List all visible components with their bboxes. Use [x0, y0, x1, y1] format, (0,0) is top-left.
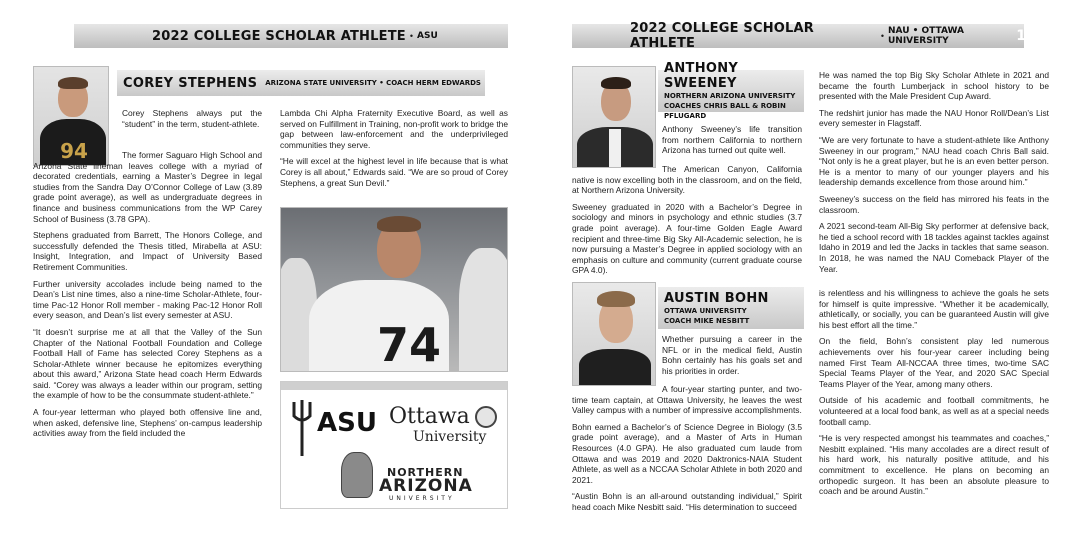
austin-bohn-portrait	[572, 282, 656, 386]
athlete-affiliation: ARIZONA STATE UNIVERSITY • COACH HERM EDWARDS	[265, 79, 481, 87]
portrait-shirt	[609, 129, 621, 168]
portrait-hair	[601, 77, 631, 89]
logo-strip	[281, 382, 507, 390]
paragraph: “It doesn’t surprise me at all that the Valley of the Sun Chapter of the National Football Foundation and College Football Hall of Fame has selected Corey Stephens as a Scholar-Athlete winner because he epitomizes everything about this award,” Arizona State head coach Herm Edwards said. “Corey was always a leader within our program, setting the example of how to be the consummate student-athlete.”	[33, 326, 262, 401]
sweeney-column-1	[572, 164, 802, 282]
bohn-column-1	[572, 384, 802, 519]
athlete-name-bar	[117, 70, 485, 96]
paragraph: Lambda Chi Alpha Fraternity Executive Board, as well as served on Fulfillment in Training, non-profit work to bridge the gap between law-enforcement and the underprivileged communities they serve.	[280, 108, 508, 150]
portrait-hair	[597, 291, 635, 307]
paragraph: “We are very fortunate to have a student-athlete like Anthony Sweeney in our program,” NAU head coach Chris Ball said. “Not only is he a great player, but he is an even better person. He is a mentor to many of our younger players and his leadership demands excellence from those around him.”	[819, 134, 1049, 188]
player-bg-right	[459, 248, 508, 372]
nau-logo-main: ARIZONA	[379, 476, 473, 496]
paragraph: The former Saguaro High School and Arizona State lineman leaves college with a myriad of decorated credentials, earning a Master’s Degree in legal studies from the Sandra Day O’Connor College of Law (3.89 grade point average), as well as undergraduate degrees in finance and business communications from the WP Carey School of Business (3.78 GPA).	[33, 150, 262, 224]
athlete-name: AUSTIN BOHN	[664, 290, 769, 306]
page-number: 12	[44, 28, 64, 44]
right-page	[540, 0, 1080, 540]
paragraph: Bohn earned a Bachelor’s of Science Degree in Biology (3.5 grade point average), and a Master of Arts in Human Resources (4.0 GPA). He also graduated cum laude from Ottawa and was 2019 and 2020 Daktronics-NAIA Student Athlete, as well as a NCCAA Scholar Athlete in both 2020 and 2021.	[572, 421, 802, 485]
paragraph: Outside of his academic and football commitments, he volunteered at a local food bank, as well as at a special needs football camp.	[819, 395, 1049, 427]
athlete-coaches: COACHES CHRIS BALL & ROBIN PFLUGARD	[664, 102, 786, 120]
athlete-name-bar	[658, 287, 804, 329]
page-number: 13	[1016, 28, 1036, 44]
athlete-school: OTTAWA UNIVERSITY	[664, 306, 747, 315]
paragraph: The American Canyon, California native is now excelling both in the classroom, and on the field, at Northern Arizona University.	[572, 164, 802, 196]
page-header	[572, 21, 1024, 51]
paragraph: “He is very respected amongst his teammates and coaches,” Nesbitt explained. “His many accolades are a direct result of his hard work, his naturally positive attitude, and his commitment to excellence. He plans on becoming an orthopedic surgeon. It has been an absolute pleasure to coach and be around Austin.”	[819, 433, 1049, 497]
corey-stephens-action-photo	[280, 207, 508, 372]
bohn-intro	[662, 334, 802, 382]
bohn-column-2	[819, 288, 1049, 503]
column-1-top	[122, 108, 262, 135]
paragraph: Anthony Sweeney’s life transition from northern California to northern Arizona has turned out quite well.	[662, 124, 802, 156]
paragraph: On the field, Bohn’s consistent play led numerous achievements over his four-year career including being named First Team All-NCCAA three times, two-time SAC Special Teams Player of the Year, and 2020 SAC Special Teams Player of the Year, among many others.	[819, 336, 1049, 389]
portrait-shirt	[579, 349, 651, 386]
nau-logo-sub: UNIVERSITY	[389, 495, 455, 502]
paragraph: A four-year letterman who played both offensive line and, when asked, defensive line, Stephens’ on-campus leadership activities away from the field included the	[33, 407, 262, 439]
jersey-number: 94	[60, 139, 88, 163]
paragraph: He was named the top Big Sky Scholar Athlete in 2021 and became the fourth Lumberjack in school history to be presented with the Male President Cup Award.	[819, 70, 1049, 102]
ottawa-logo-sub: University	[413, 429, 487, 445]
sweeney-intro	[662, 124, 802, 162]
paragraph: A four-year starting punter, and two-time team captain, at Ottawa University, he leaves the west Valley campus with a number of impressive accomplishments.	[572, 384, 802, 416]
paragraph: Sweeney’s success on the field has mirrored his feats in the classroom.	[819, 193, 1049, 215]
sweeney-column-2	[819, 70, 1049, 280]
athlete-name-bar	[658, 61, 804, 120]
paragraph: “He will excel at the highest level in life because that is what Corey is all about,” Edwards said. “We are so proud of Corey Stephens, a great Sun Devil.”	[280, 156, 508, 188]
header-school: NAU • OTTAWA UNIVERSITY	[887, 26, 965, 46]
paragraph: Further university accolades include being named to the Dean’s List nine times, also a nine-time Scholar-Athlete, four-time Pac-12 Honor Roll member - making Pac-12 Honor Roll every season, and Dean’s list every semester at ASU.	[33, 278, 262, 321]
paragraph: Stephens graduated from Barrett, The Honors College, and successfully defended the Thesis titled, Mirabella at ASU: Insight, Integration, and Impact of University Based Retirement Communities.	[33, 230, 262, 272]
asu-pitchfork-icon	[291, 398, 313, 458]
portrait-hair	[58, 77, 88, 89]
athlete-name: ANTHONY SWEENEY	[664, 61, 739, 91]
header-title: 2022 COLLEGE SCHOLAR ATHLETE	[630, 21, 815, 51]
column-2	[280, 108, 508, 194]
athlete-coach: COACH MIKE NESBITT	[664, 316, 750, 325]
column-1	[33, 150, 262, 445]
ottawa-seal-icon	[475, 406, 497, 428]
athlete-name: COREY STEPHENS	[123, 75, 258, 91]
nau-lumberjack-icon	[341, 452, 373, 498]
asu-logo: ASU	[317, 408, 377, 438]
paragraph: Sweeney graduated in 2020 with a Bachelor’s Degree in sociology and minors in psychology and ethnic studies (3.7 grade point average). A four-time Golden Eagle Award recipient and three-time Big Sky All-Academic selection, he is now pursuing a Master’s Degree in applied sociology with an emphasis on culture and community (current graduate course GPA 4.0).	[572, 201, 802, 276]
page-number-badge	[1006, 18, 1046, 54]
action-jersey-number: 74	[377, 318, 442, 372]
athlete-school: NORTHERN ARIZONA UNIVERSITY	[664, 92, 796, 100]
header-school: ASU	[417, 31, 438, 41]
player-hair	[377, 216, 421, 232]
header-bullet: •	[880, 31, 884, 41]
paragraph: Corey Stephens always put the “student” in the term, student-athlete.	[122, 108, 262, 129]
paragraph: Whether pursuing a career in the NFL or in the medical field, Austin Bohn certainly has his goals set and his priorities in order.	[662, 334, 802, 376]
header-bullet: •	[409, 31, 414, 41]
sponsor-logos	[280, 381, 508, 509]
nau-logo-top: NORTHERN	[387, 466, 464, 479]
anthony-sweeney-portrait	[572, 66, 656, 168]
paragraph: “Austin Bohn is an all-around outstanding individual,” Spirit head coach Mike Nesbitt said. “His determination to succeed	[572, 491, 802, 512]
paragraph: is relentless and his willingness to achieve the goals he sets for himself is quite impressive. “Whether it be academically, athletically, or socially, you can be guaranteed Austin will give his best effort all the time.”	[819, 288, 1049, 330]
paragraph: A 2021 second-team All-Big Sky performer at defensive back, he tied a school record with 18 tackles against tackles against Idaho in 2019 and led the Jacks in tackles that same season. In 2018, he was named the NAU Comeback Player of the Year.	[819, 221, 1049, 274]
header-title: 2022 COLLEGE SCHOLAR ATHLETE	[152, 28, 406, 44]
ottawa-logo: Ottawa	[389, 404, 470, 429]
page-header	[74, 24, 508, 48]
paragraph: The redshirt junior has made the NAU Honor Roll/Dean’s List every semester in Flagstaff.	[819, 107, 1049, 129]
page-number-badge	[34, 18, 74, 54]
